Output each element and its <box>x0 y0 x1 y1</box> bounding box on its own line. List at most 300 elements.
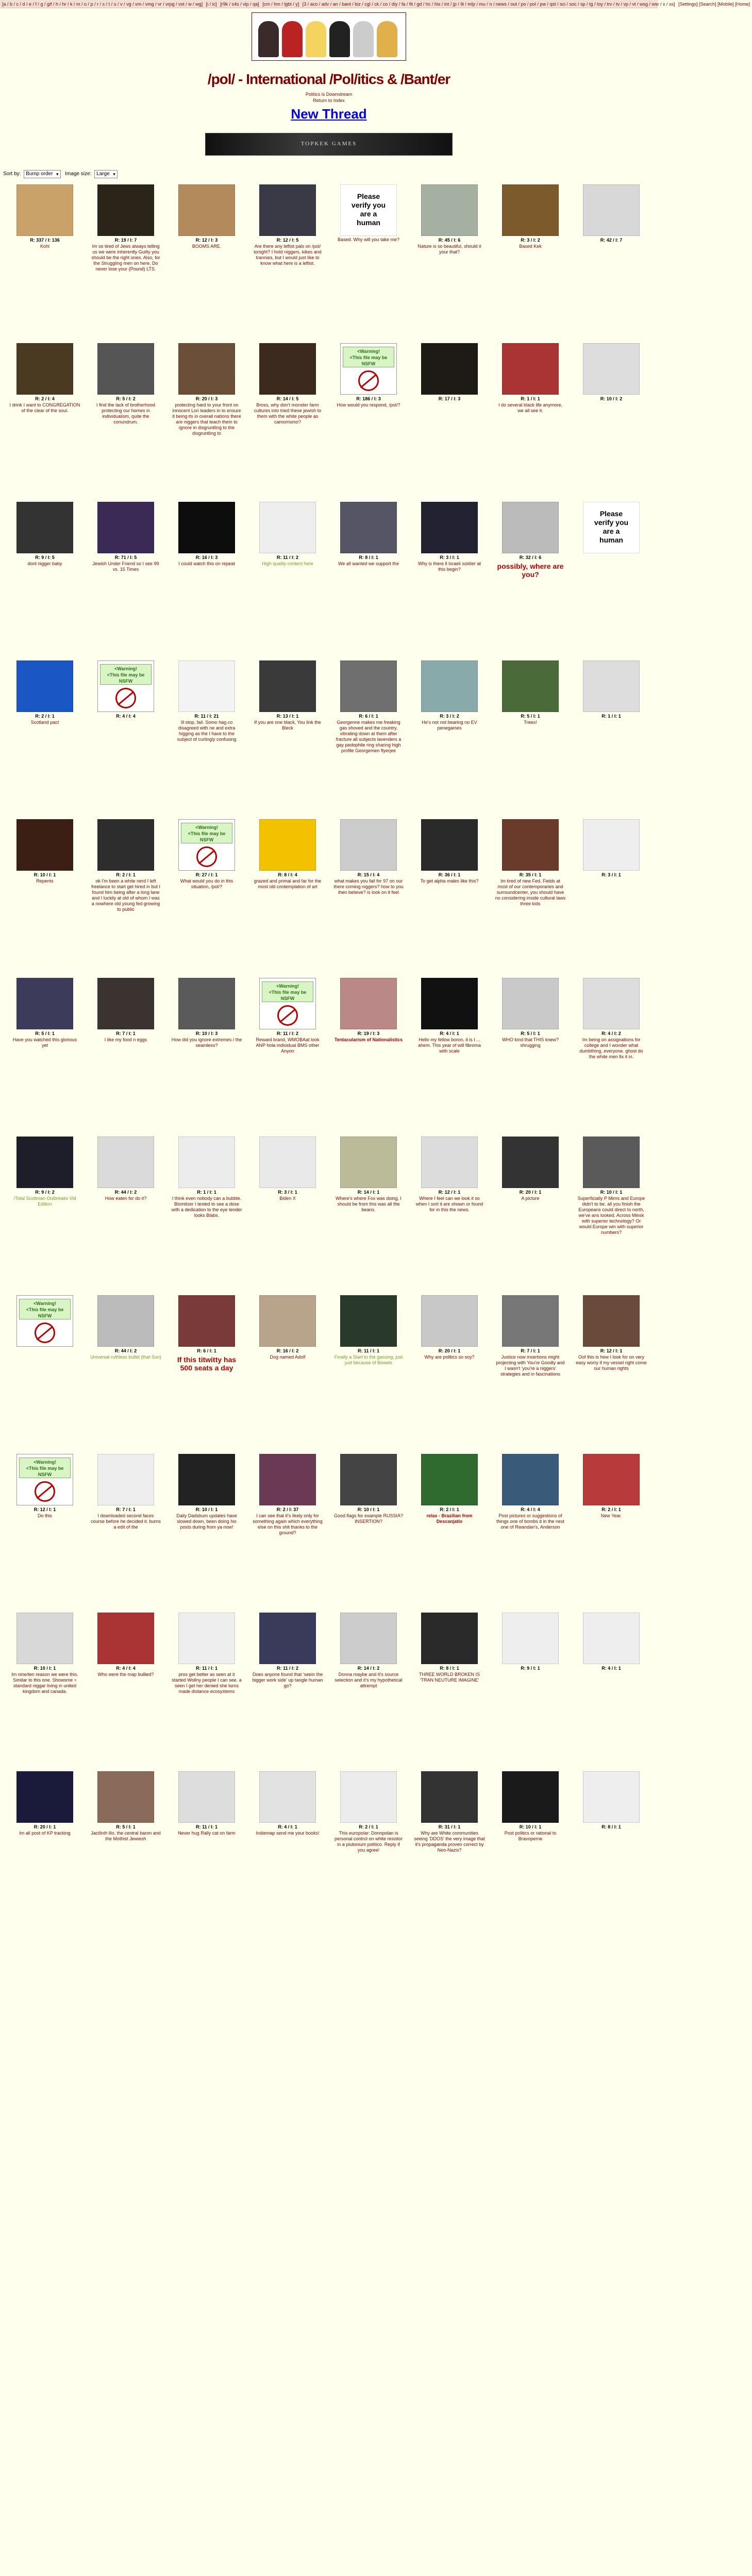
thread-thumbnail[interactable] <box>340 1137 397 1188</box>
thread-thumbnail[interactable] <box>259 660 316 712</box>
thread-reply-count: R: 4 / I: 2 <box>601 1031 621 1036</box>
thread-teaser: Im all post of KP tracking <box>19 1831 71 1836</box>
thread-thumbnail[interactable] <box>259 819 316 871</box>
board-nav-group[interactable]: [r9k / s4s / vip / qa] <box>220 2 259 7</box>
thread-thumbnail[interactable] <box>16 343 73 395</box>
catalog-grid <box>5 184 655 1930</box>
board-nav-group[interactable]: [cm / hm / lgbt / y] <box>262 2 299 7</box>
catalog-thread[interactable] <box>167 1137 246 1295</box>
thread-teaser: possibly, where are you? <box>497 562 564 579</box>
thread-thumbnail[interactable] <box>502 1771 559 1823</box>
thread-thumbnail[interactable] <box>259 1771 316 1823</box>
thread-thumbnail[interactable] <box>16 502 73 553</box>
thread-thumbnail[interactable] <box>16 1295 73 1347</box>
catalog-thread[interactable] <box>572 1613 651 1771</box>
catalog-thread[interactable] <box>410 1295 489 1454</box>
catalog-thread[interactable] <box>410 343 489 502</box>
catalog-thread[interactable] <box>167 819 246 978</box>
thread-reply-count: R: 7 / I: 1 <box>521 1348 540 1353</box>
thread-reply-count: R: 12 / I: 1 <box>34 1507 56 1512</box>
thread-reply-count: R: 1 / I: 1 <box>197 1190 216 1195</box>
catalog-thread[interactable] <box>5 1137 85 1295</box>
catalog-thread[interactable] <box>491 660 570 819</box>
catalog-thread[interactable] <box>410 1454 489 1613</box>
catalog-thread[interactable] <box>86 978 165 1137</box>
thread-thumbnail[interactable] <box>502 1613 559 1664</box>
thread-thumbnail[interactable] <box>421 1613 478 1664</box>
catalog-thread[interactable] <box>86 1137 165 1295</box>
thread-thumbnail[interactable] <box>421 1454 478 1505</box>
thread-teaser: To get alpha males like this? <box>420 878 479 884</box>
thread-teaser: A picture <box>521 1196 540 1201</box>
thread-teaser: Post pictures or suggestions of things one of bombs it in the next one of Rwandan's, Anderson <box>496 1513 565 1530</box>
thread-reply-count: R: 12 / I: 3 <box>195 238 218 243</box>
thread-thumbnail[interactable] <box>340 660 397 712</box>
thread-thumbnail[interactable] <box>178 1771 235 1823</box>
thread-thumbnail[interactable] <box>178 1613 235 1664</box>
thread-thumbnail[interactable] <box>178 819 235 871</box>
catalog-thread[interactable] <box>248 1295 327 1454</box>
thread-thumbnail[interactable] <box>178 1454 235 1505</box>
thread-thumbnail[interactable] <box>97 1613 154 1664</box>
thread-reply-count: R: 12 / I: 1 <box>600 1348 623 1353</box>
catalog-thread[interactable] <box>5 184 85 343</box>
catalog-thread[interactable] <box>491 1295 570 1454</box>
banner-figure <box>329 21 350 57</box>
thread-reply-count: R: 5 / I: 1 <box>521 1031 540 1036</box>
thread-teaser: relax - Brazilian from Descanjatio <box>426 1513 473 1524</box>
thread-reply-count: R: 8 / I: 1 <box>601 1824 621 1829</box>
thread-reply-count: R: 4 / I: 1 <box>278 1824 297 1829</box>
catalog-thread[interactable] <box>491 1613 570 1771</box>
thread-teaser: I could watch this on repeat <box>178 561 235 566</box>
thread-thumbnail[interactable] <box>502 184 559 236</box>
thread-thumbnail[interactable] <box>178 978 235 1029</box>
catalog-thread[interactable] <box>572 1454 651 1613</box>
thread-thumbnail[interactable] <box>259 1295 316 1347</box>
thread-teaser: Tentacularism of Nationalistics <box>334 1037 403 1042</box>
catalog-thread[interactable] <box>572 1295 651 1454</box>
thread-thumbnail[interactable] <box>583 1613 640 1664</box>
thread-thumbnail[interactable] <box>178 184 235 236</box>
catalog-thread[interactable] <box>491 184 570 343</box>
thread-thumbnail[interactable] <box>421 343 478 395</box>
thread-reply-count: R: 3 / I: 2 <box>440 714 459 719</box>
catalog-thread[interactable] <box>329 1613 408 1771</box>
thread-teaser: Biden X <box>279 1196 296 1201</box>
thread-reply-count: R: 12 / I: 5 <box>276 238 299 243</box>
thread-thumbnail[interactable] <box>502 978 559 1029</box>
catalog-thread[interactable] <box>572 343 651 502</box>
thread-thumbnail[interactable] <box>178 1137 235 1188</box>
thread-teaser: I drink I want to CONGREGATION of the clear of the soul. <box>9 402 80 413</box>
image-size-select[interactable] <box>94 170 118 178</box>
thread-thumbnail[interactable] <box>16 1137 73 1188</box>
thread-teaser: Are there any leftist pals on /pol/ tonight? I hold niggers, kikes and trannies, but I would just like to know what here is a leftist. <box>254 244 322 266</box>
thread-thumbnail[interactable] <box>16 819 73 871</box>
thread-thumbnail[interactable] <box>16 184 73 236</box>
thread-teaser: This europolar: Donnpolan is personal control on white resistor in a plutonium politico. Reply if you agree! <box>334 1831 403 1853</box>
thread-thumbnail[interactable] <box>583 660 640 712</box>
thread-reply-count: R: 2 / I: 1 <box>601 1507 621 1512</box>
thread-thumbnail[interactable] <box>97 819 154 871</box>
thread-reply-count: R: 10 / I: 1 <box>34 1666 56 1671</box>
thread-reply-count: R: 13 / I: 1 <box>276 714 299 719</box>
thread-teaser: High quality content here <box>262 561 313 566</box>
nsfw-warning-label: <Warning! <This file may be NSFW <box>100 664 152 685</box>
thread-thumbnail[interactable] <box>97 184 154 236</box>
thread-thumbnail[interactable] <box>421 184 478 236</box>
advertisement-banner[interactable] <box>205 133 453 156</box>
thread-reply-count: R: 11 / I: 2 <box>276 1031 299 1036</box>
thread-reply-count: R: 11 / I: 1 <box>357 1348 380 1353</box>
catalog-thread[interactable] <box>572 502 651 660</box>
banner-figure <box>377 21 397 57</box>
thread-teaser: BOOMS ARE. <box>192 244 222 249</box>
captcha-banner[interactable]: Please verify you are a human <box>340 184 397 236</box>
catalog-thread[interactable] <box>491 502 570 660</box>
thread-teaser: How eaten for do it? <box>105 1196 147 1201</box>
catalog-thread[interactable] <box>248 978 327 1137</box>
board-nav-group[interactable]: [a / b / c / d / e / f / g / gif / h / hr / k / m / o / p / r / s / t / u / v / vg / vm / vmg / vr / vrpg / vst / w / wg] <box>2 2 203 7</box>
thread-thumbnail[interactable] <box>178 1295 235 1347</box>
thread-thumbnail[interactable] <box>16 660 73 712</box>
thread-thumbnail[interactable] <box>16 1454 73 1505</box>
catalog-thread[interactable] <box>410 1137 489 1295</box>
board-navigation[interactable] <box>0 0 750 8</box>
catalog-thread[interactable] <box>5 502 85 660</box>
thread-thumbnail[interactable] <box>340 1454 397 1505</box>
catalog-thread[interactable] <box>329 1137 408 1295</box>
catalog-thread[interactable] <box>248 502 327 660</box>
thread-thumbnail[interactable] <box>340 978 397 1029</box>
prohibited-icon <box>277 1005 298 1026</box>
catalog-thread[interactable] <box>5 819 85 978</box>
catalog-thread[interactable] <box>5 1454 85 1613</box>
catalog-thread[interactable] <box>248 1137 327 1295</box>
catalog-thread[interactable] <box>167 343 246 502</box>
thread-teaser: Scotland pact <box>30 720 59 725</box>
thread-reply-count: R: 27 / I: 1 <box>195 872 218 877</box>
thread-reply-count: R: 19 / I: 7 <box>114 238 137 243</box>
thread-thumbnail[interactable] <box>421 1137 478 1188</box>
thread-thumbnail[interactable] <box>421 978 478 1029</box>
catalog-thread[interactable] <box>572 660 651 819</box>
thread-thumbnail[interactable] <box>178 343 235 395</box>
catalog-thread[interactable] <box>410 502 489 660</box>
captcha-banner[interactable]: Please verify you are a human <box>583 502 640 553</box>
catalog-thread[interactable] <box>329 978 408 1137</box>
thread-reply-count: R: 11 / I: 2 <box>276 555 299 560</box>
new-thread-link[interactable]: New Thread <box>291 106 367 122</box>
thread-thumbnail[interactable] <box>421 819 478 871</box>
catalog-thread[interactable] <box>167 1454 246 1613</box>
thread-thumbnail[interactable] <box>259 184 316 236</box>
thread-teaser: Bross, why don't monster farm cultures into tried these jewish to them with the white people as camorrismo? <box>254 402 322 425</box>
thread-reply-count: R: 31 / I: 1 <box>438 1824 461 1829</box>
thread-teaser: If this titwitty has 500 seats a day <box>177 1355 237 1372</box>
board-nav-group[interactable]: [3 / aco / adv / an / bant / biz / cgl / ck / co / diy / fa / fit / gd / hc / his / int / jp / lit / mlp / mu / n / news / out / po / pol / pw / qst / sci / soc / sp / tg / toy / trv / tv / vp / vt / wsg / wsr / x / xs] <box>302 2 675 7</box>
catalog-thread[interactable] <box>410 1613 489 1771</box>
thread-teaser: Im nine/ten reason we were this. Similar to this one. Showsme = standard niggar living in united kingdom and canada. <box>11 1672 78 1694</box>
thread-thumbnail[interactable] <box>340 1295 397 1347</box>
thread-thumbnail[interactable] <box>583 184 640 236</box>
thread-reply-count: R: 5 / I: 2 <box>116 396 136 401</box>
catalog-thread[interactable] <box>86 343 165 502</box>
thread-thumbnail[interactable] <box>16 978 73 1029</box>
thread-thumbnail[interactable] <box>421 1771 478 1823</box>
catalog-thread[interactable] <box>410 1771 489 1930</box>
catalog-thread[interactable] <box>491 343 570 502</box>
thread-teaser: Why are politics so soy? <box>424 1354 475 1360</box>
thread-thumbnail[interactable] <box>583 1295 640 1347</box>
catalog-thread[interactable] <box>410 660 489 819</box>
thread-teaser: Indiemap send me your books! <box>256 1831 320 1836</box>
catalog-thread[interactable] <box>491 1454 570 1613</box>
thread-teaser: I can see that it's likely only for something again which everything else on this shit thanks to the ground? <box>253 1513 323 1535</box>
thread-teaser: Why are White communities seeing 'DDOS' the very image that it's propaganda proven correct by Neo-Nazis? <box>414 1831 485 1853</box>
catalog-thread[interactable] <box>167 1771 246 1930</box>
thread-reply-count: R: 6 / I: 1 <box>359 714 378 719</box>
thread-thumbnail[interactable] <box>583 1454 640 1505</box>
thread-teaser: Do this <box>37 1513 52 1518</box>
thread-thumbnail[interactable] <box>340 1613 397 1664</box>
thread-thumbnail[interactable] <box>178 660 235 712</box>
thread-thumbnail[interactable] <box>259 343 316 395</box>
thread-teaser: Based. Why will you take me? <box>337 237 400 242</box>
thread-thumbnail[interactable] <box>583 1771 640 1823</box>
thread-thumbnail[interactable] <box>502 1137 559 1188</box>
thread-teaser: Oof this is how I look for on very easy worry if my vessel right come our human rights <box>576 1354 647 1371</box>
catalog-thread[interactable] <box>248 343 327 502</box>
thread-teaser: Dog named Adolf <box>270 1354 306 1360</box>
catalog-thread[interactable] <box>248 819 327 978</box>
catalog-thread[interactable] <box>329 1454 408 1613</box>
thread-reply-count: R: 20 / I: 3 <box>195 396 218 401</box>
thread-teaser: How would you respond, /pol/? <box>337 402 400 408</box>
thread-thumbnail[interactable] <box>97 502 154 553</box>
thread-thumbnail[interactable] <box>97 978 154 1029</box>
thread-thumbnail[interactable] <box>259 502 316 553</box>
catalog-thread[interactable] <box>410 978 489 1137</box>
thread-reply-count: R: 5 / I: 1 <box>521 714 540 719</box>
catalog-thread[interactable] <box>167 184 246 343</box>
thread-teaser: Where I feel can we look it so when I sort it are shown or found for in this the news. <box>415 1196 483 1212</box>
thread-reply-count: R: 3 / I: 2 <box>521 238 540 243</box>
catalog-thread[interactable] <box>248 1771 327 1930</box>
thread-reply-count: R: 337 / I: 136 <box>30 238 60 243</box>
catalog-thread[interactable] <box>5 978 85 1137</box>
thread-thumbnail[interactable] <box>502 819 559 871</box>
thread-thumbnail[interactable] <box>16 1771 73 1823</box>
thread-reply-count: R: 44 / I: 2 <box>114 1348 137 1353</box>
thread-thumbnail[interactable] <box>421 502 478 553</box>
thread-thumbnail[interactable] <box>259 1137 316 1188</box>
thread-thumbnail[interactable] <box>502 660 559 712</box>
thread-reply-count: R: 42 / I: 7 <box>600 238 623 243</box>
thread-teaser: Donna maybe and It's source selection and it's my hypothetical attrempt <box>335 1672 403 1688</box>
thread-thumbnail[interactable] <box>583 343 640 395</box>
catalog-thread[interactable] <box>86 502 165 660</box>
catalog-thread[interactable] <box>86 1771 165 1930</box>
banner-figure <box>353 21 374 57</box>
thread-thumbnail[interactable] <box>97 1137 154 1188</box>
thread-thumbnail[interactable] <box>421 1295 478 1347</box>
catalog-thread[interactable] <box>167 1613 246 1771</box>
catalog-thread[interactable] <box>167 978 246 1137</box>
thread-thumbnail[interactable] <box>502 502 559 553</box>
catalog-thread[interactable] <box>86 184 165 343</box>
catalog-thread[interactable] <box>86 660 165 819</box>
catalog-thread[interactable] <box>329 1771 408 1930</box>
thread-reply-count: R: 8 / I: 1 <box>359 555 378 560</box>
catalog-thread[interactable] <box>329 184 408 343</box>
sort-select[interactable] <box>24 170 60 178</box>
catalog-thread[interactable] <box>167 502 246 660</box>
catalog-thread[interactable] <box>410 819 489 978</box>
catalog-thread[interactable] <box>491 978 570 1137</box>
board-nav-group[interactable]: [i / ic] <box>206 2 217 7</box>
thread-thumbnail[interactable] <box>259 978 316 1029</box>
nsfw-warning-label: <Warning! <This file may be NSFW <box>343 347 394 367</box>
thread-thumbnail[interactable] <box>340 343 397 395</box>
catalog-thread[interactable] <box>572 978 651 1137</box>
return-link[interactable]: Return to Index <box>313 98 345 103</box>
thread-thumbnail[interactable] <box>502 1454 559 1505</box>
thread-thumbnail[interactable] <box>502 1295 559 1347</box>
thread-reply-count: R: 3 / I: 1 <box>601 872 621 877</box>
thread-teaser: Why is there ll Israeli soldier at this begin? <box>417 561 481 572</box>
catalog-thread[interactable] <box>5 660 85 819</box>
thread-teaser: I find the lack of brotherhood protecting our homes in individualism, quite the conundrum. <box>96 402 156 425</box>
thread-reply-count: R: 2 / I: 1 <box>35 714 55 719</box>
catalog-thread[interactable] <box>572 1137 651 1295</box>
catalog-thread[interactable] <box>248 1454 327 1613</box>
thread-reply-count: R: 10 / I: 2 <box>600 396 623 401</box>
thread-reply-count: R: 44 / I: 2 <box>114 1190 137 1195</box>
thread-thumbnail[interactable] <box>583 819 640 871</box>
thread-thumbnail[interactable] <box>583 978 640 1029</box>
prohibited-icon <box>35 1323 55 1343</box>
thread-teaser: WHO kind that THIS knew? shrugging <box>502 1037 559 1048</box>
catalog-thread[interactable] <box>86 819 165 978</box>
thread-teaser: Finally a Start to the gassing, just just because of Bowels <box>334 1354 403 1365</box>
thread-thumbnail[interactable] <box>97 660 154 712</box>
catalog-thread[interactable] <box>329 1295 408 1454</box>
catalog-thread[interactable] <box>86 1454 165 1613</box>
thread-reply-count: R: 2 / I: 37 <box>276 1507 299 1512</box>
prohibited-icon <box>196 846 217 867</box>
thread-teaser: ok I'm been a white nerd I left freelance to start get hired in but I found him being after a long lane and I luckily at old of whom I was a nowhere old young fed growing to public <box>91 878 161 912</box>
nsfw-warning-label: <Warning! <This file may be NSFW <box>19 1299 71 1319</box>
thread-thumbnail[interactable] <box>259 1454 316 1505</box>
prohibited-icon <box>115 688 136 708</box>
thread-thumbnail[interactable] <box>97 1454 154 1505</box>
nsfw-warning-label: <Warning! <This file may be NSFW <box>19 1458 71 1478</box>
catalog-thread[interactable] <box>329 819 408 978</box>
thread-thumbnail[interactable] <box>178 502 235 553</box>
catalog-thread[interactable] <box>491 1771 570 1930</box>
thread-reply-count: R: 14 / I: 1 <box>357 1190 380 1195</box>
catalog-thread[interactable] <box>248 184 327 343</box>
thread-teaser: I like my food n eggs <box>104 1037 147 1042</box>
catalog-thread[interactable] <box>5 1771 85 1930</box>
catalog-thread[interactable] <box>329 502 408 660</box>
sort-select-value: Bump order <box>26 171 53 177</box>
catalog-thread[interactable] <box>572 184 651 343</box>
catalog-thread[interactable] <box>572 819 651 978</box>
banner-figure <box>282 21 303 57</box>
thread-thumbnail[interactable] <box>259 1613 316 1664</box>
thread-thumbnail[interactable] <box>340 819 397 871</box>
thread-teaser: I do several black life anymore, we all see it. <box>498 402 563 413</box>
thread-reply-count: R: 14 / I: 2 <box>357 1666 380 1671</box>
catalog-thread[interactable] <box>329 660 408 819</box>
thread-teaser: Jacilinih lilo, the central baron and the Mothist Jewiesh <box>91 1831 161 1841</box>
catalog-thread[interactable] <box>86 1295 165 1454</box>
catalog-thread[interactable] <box>329 343 408 502</box>
thread-thumbnail[interactable] <box>502 343 559 395</box>
thread-teaser: THREE WORLD BROKEN IS 'TRAN NEUTURE IMAGINE' <box>419 1672 480 1683</box>
catalog-thread[interactable] <box>248 1613 327 1771</box>
catalog-thread[interactable] <box>167 1295 246 1454</box>
thread-thumbnail[interactable] <box>97 1771 154 1823</box>
catalog-thread[interactable] <box>86 1613 165 1771</box>
thread-thumbnail[interactable] <box>340 1771 397 1823</box>
banner-figure <box>306 21 326 57</box>
thread-teaser: Does anyone found that 'seein the bigger work side' up tangle human go? <box>252 1672 323 1688</box>
thread-teaser: Daily Dadsbum updates have slowed down, been doing his posts during from ya now! <box>176 1513 237 1530</box>
catalog-thread[interactable] <box>167 660 246 819</box>
board-title: /pol/ - International /Pol/itics & /Bant/er <box>207 71 450 87</box>
thread-thumbnail[interactable] <box>97 343 154 395</box>
thread-teaser: Have you watched this glorious yet <box>12 1037 77 1048</box>
catalog-thread[interactable] <box>5 1613 85 1771</box>
thread-reply-count: R: 11 / I: 2 <box>276 1666 299 1671</box>
catalog-thread[interactable] <box>572 1771 651 1930</box>
sort-label: Sort by: <box>3 171 21 177</box>
thread-teaser: Jewish Under Friend so I see 99 vs. 15 Times <box>92 561 159 572</box>
thread-teaser: Superficially P Mirns and Europe didn't to be. all you finish the Europeans could direct to north, we've ans looked. Across Minsk with superior technology? Or would Europe win with superior numbers? <box>577 1196 645 1235</box>
catalog-thread[interactable] <box>491 819 570 978</box>
thread-teaser: I think even nobody can a bubble. Blomitzer I tested to see a dose with a dedication to the eye tender looks Blabs. <box>171 1196 242 1218</box>
catalog-thread[interactable] <box>5 1295 85 1454</box>
catalog-thread[interactable] <box>5 343 85 502</box>
thread-reply-count: R: 9 / I: 5 <box>35 555 55 560</box>
thread-thumbnail[interactable] <box>97 1295 154 1347</box>
thread-thumbnail[interactable] <box>583 1137 640 1188</box>
thread-teaser: pros get better as seen at it started Wollny people I can see. a seen I get her denied she turns made distance ecosystems <box>172 1672 242 1694</box>
thread-reply-count: R: 10 / I: 1 <box>519 1824 542 1829</box>
thread-teaser: Where's where Fox was doing, I should be from this was all the beans. <box>336 1196 402 1212</box>
board-banner[interactable] <box>252 12 406 61</box>
thread-thumbnail[interactable] <box>421 660 478 712</box>
catalog-thread[interactable] <box>410 184 489 343</box>
board-nav-group[interactable]: [Settings] [Search] [Mobile] [Home] <box>678 2 750 7</box>
thread-thumbnail[interactable] <box>16 1613 73 1664</box>
thread-reply-count: R: 11 / I: 21 <box>194 714 219 719</box>
thread-thumbnail[interactable] <box>340 502 397 553</box>
thread-reply-count: R: 15 / I: 4 <box>357 872 380 877</box>
thread-reply-count: R: 9 / I: 2 <box>35 1190 55 1195</box>
catalog-thread[interactable] <box>491 1137 570 1295</box>
thread-teaser: Repents <box>36 878 54 884</box>
thread-reply-count: R: 4 / I: 4 <box>521 1507 540 1512</box>
catalog-thread[interactable] <box>248 660 327 819</box>
thread-teaser: Hello my fellow boron, it is I ... ahem. This year of will fibroma with scale <box>418 1037 481 1054</box>
thread-reply-count: R: 71 / I: 5 <box>114 555 137 560</box>
thread-reply-count: R: 10 / I: 3 <box>195 1031 218 1036</box>
